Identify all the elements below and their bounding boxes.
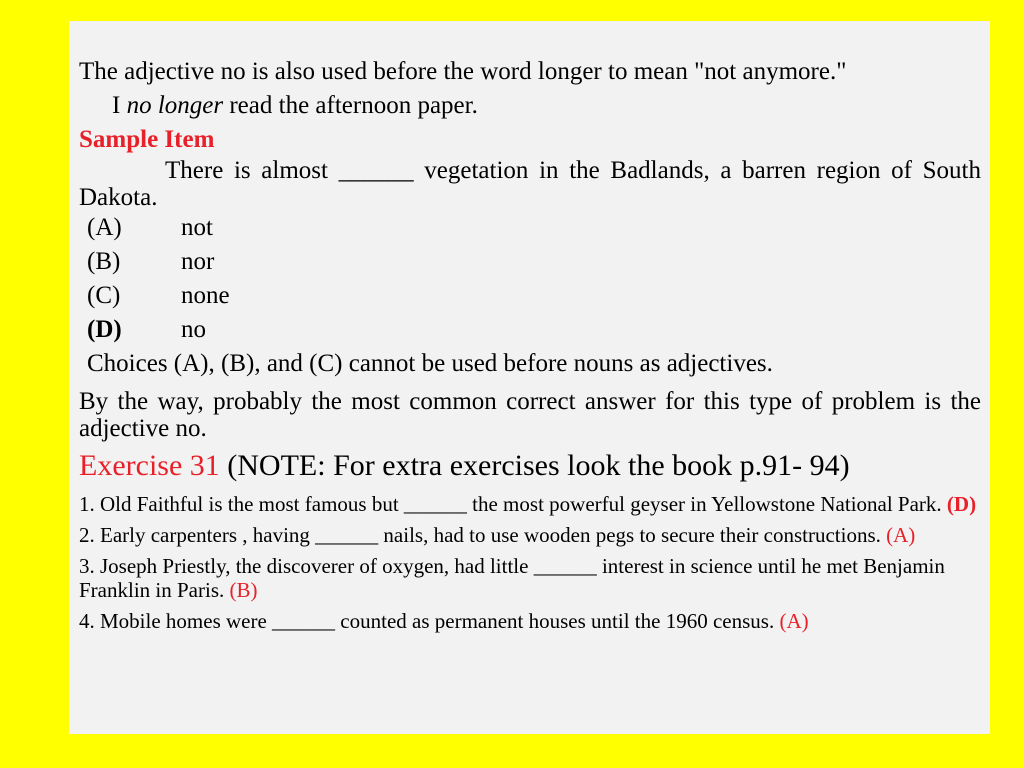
option-text: not (181, 214, 213, 241)
option-letter-correct: (D) (87, 316, 122, 343)
exercise-text: 3. Joseph Priestly, the discoverer of oxygen, had little ______ interest in science until he met Benjamin Franklin in Paris. (79, 554, 945, 602)
option-d (79, 313, 981, 347)
exercise-answer: (B) (229, 578, 258, 602)
exercise-text: 2. Early carpenters , having ______ nails, had to use wooden pegs to secure their constructions. (79, 523, 887, 547)
exercise-item-2 (79, 523, 981, 547)
intro-line: The adjective no is also used before the word longer to mean "not anymore." (79, 58, 847, 85)
sample-question: There is almost ______ vegetation in the Badlands, a barren region of South Dakota. (79, 157, 981, 211)
option-a (79, 211, 981, 245)
exercise-title: Exercise 31 (79, 449, 220, 482)
exercise-text: 4. Mobile homes were ______ counted as permanent houses until the 1960 census. (79, 609, 780, 633)
option-text: nor (181, 248, 215, 275)
example-emphasis: no longer (126, 92, 224, 119)
sample-explanation: Choices (A), (B), and (C) cannot be used before nouns as adjectives. (87, 350, 773, 377)
option-c (79, 279, 981, 313)
exercise-text: 1. Old Faithful is the most famous but ______ the most powerful geyser in Yellowstone National Park. (79, 492, 947, 516)
example-post: read the afternoon paper. (223, 92, 478, 119)
sample-item-heading: Sample Item (79, 126, 215, 153)
exercise-answer: (A) (779, 609, 809, 633)
exercise-item-4 (79, 609, 981, 633)
option-text: none (181, 282, 230, 309)
option-text: no (181, 316, 206, 343)
example-pre: I (112, 92, 127, 119)
exercise-answer: (D) (946, 492, 977, 516)
exercise-note: (NOTE: For extra exercises look the book p.91- 94) (219, 449, 850, 482)
option-b (79, 245, 981, 279)
exercise-answer: (A) (886, 523, 916, 547)
option-letter: (C) (87, 282, 121, 309)
by-the-way-note: By the way, probably the most common correct answer for this type of problem is the adjective no. (79, 388, 981, 442)
option-letter: (B) (87, 248, 121, 275)
example-sentence (79, 89, 981, 123)
option-letter: (A) (87, 214, 122, 241)
exercise-item-3 (79, 554, 981, 602)
exercise-heading (79, 447, 981, 485)
slide-content (79, 55, 981, 633)
exercise-item-1 (79, 492, 981, 516)
